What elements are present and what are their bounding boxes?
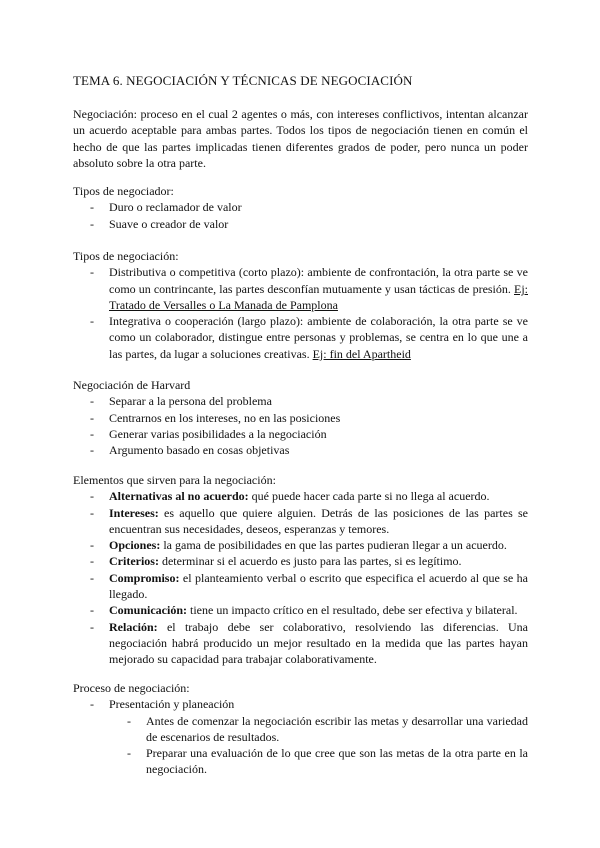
process-section: [73, 680, 528, 778]
step-text: Presentación y planeación: [109, 697, 235, 712]
harvard-section: [73, 377, 528, 458]
description: el trabajo debe ser colaborativo, resolviendo las diferencias. Una negociación habrá producido un mejor resultado en la medida que las partes hayan mejorado su capacidad para trabajar colaborativamente.: [109, 619, 528, 667]
section-heading: Tipos de negociación:: [73, 249, 179, 263]
list-item: - Argumento basado en cosas objetivas: [73, 442, 528, 458]
description: la gama de posibilidades en que las partes pudieran llegar a un acuerdo.: [163, 538, 507, 553]
intro-paragraph: Negociación: proceso en el cual 2 agentes o más, con intereses conflictivos, intentan alcanzar un acuerdo aceptable para ambas partes. Todos los tipos de negociación tienen en común el hecho de que las partes implicadas tienen diferentes grados de poder, pero nunca un poder absoluto sobre la otra parte.: [73, 107, 528, 170]
sub-list-item: - Antes de comenzar la negociación escribir las metas y desarrollar una variedad de escenarios de resultados.: [73, 713, 528, 746]
list-item: - Suave o creador de valor: [73, 216, 528, 232]
term: Compromiso:: [109, 570, 180, 585]
term: Intereses:: [109, 505, 159, 520]
list-item: [73, 537, 528, 553]
term: Comunicación:: [109, 603, 187, 618]
list-item: [73, 570, 528, 603]
list-item: - Separar a la persona del problema: [73, 393, 528, 409]
list-item: [73, 602, 528, 618]
list-item: [73, 313, 528, 362]
section-heading: Elementos que sirven para la negociación:: [73, 473, 276, 487]
section-heading: Negociación de Harvard: [73, 378, 191, 392]
list-item: - Generar varias posibilidades a la negociación: [73, 426, 528, 442]
list-item: [73, 619, 528, 668]
list-item: [73, 553, 528, 569]
term: Criterios:: [109, 554, 159, 569]
negotiator-types-section: [73, 183, 528, 232]
list-item: - Duro o reclamador de valor: [73, 199, 528, 215]
description: qué puede hacer cada parte si no llega al acuerdo.: [251, 489, 490, 504]
negotiation-types-section: [73, 248, 528, 362]
term: Opciones:: [109, 538, 161, 553]
item-text: Integrativa o cooperación (largo plazo): ambiente de colaboración, la otra parte se ve como un colaborador, distingue entre personas y problemas, se centra en lo que une a las partes, da lugar a soluciones creativas.: [109, 314, 528, 361]
list-item: [73, 488, 528, 504]
description: el planteamiento verbal o escrito que especifica el acuerdo al que se ha llegado.: [109, 570, 529, 602]
description: tiene un impacto crítico en el resultado, debe ser efectiva y bilateral.: [190, 603, 518, 618]
term: Relación:: [109, 619, 158, 634]
list-item: [73, 696, 528, 712]
example-text: Ej: Tratado de Versalles o La Manada de Pamplona: [109, 281, 528, 312]
section-heading: Proceso de negociación:: [73, 681, 190, 695]
list-item: - Centrarnos en los intereses, no en las posiciones: [73, 410, 528, 426]
description: determinar si el acuerdo es justo para las partes, si es legítimo.: [161, 554, 462, 569]
list-item: [73, 264, 528, 313]
example-text: Ej: fin del Apartheid: [312, 346, 411, 361]
page-title: TEMA 6. NEGOCIACIÓN Y TÉCNICAS DE NEGOCIACIÓN: [73, 73, 413, 88]
elements-section: [73, 472, 528, 668]
sub-list-item: - Preparar una evaluación de lo que cree que son las metas de la otra parte en la negociación.: [73, 745, 528, 778]
term: Alternativas al no acuerdo:: [109, 489, 249, 504]
item-text: Distributiva o competitiva (corto plazo): ambiente de confrontación, la otra parte se ve como un contrincante, las partes desconfían mutuamente y usan tácticas de presión.: [109, 265, 528, 296]
section-heading: Tipos de negociador:: [73, 184, 174, 198]
list-item: [73, 505, 528, 538]
description: es aquello que quiere alguien. Detrás de las posiciones de las partes se encuentran sus necesidades, deseos, esperanzas y temores.: [109, 505, 529, 536]
